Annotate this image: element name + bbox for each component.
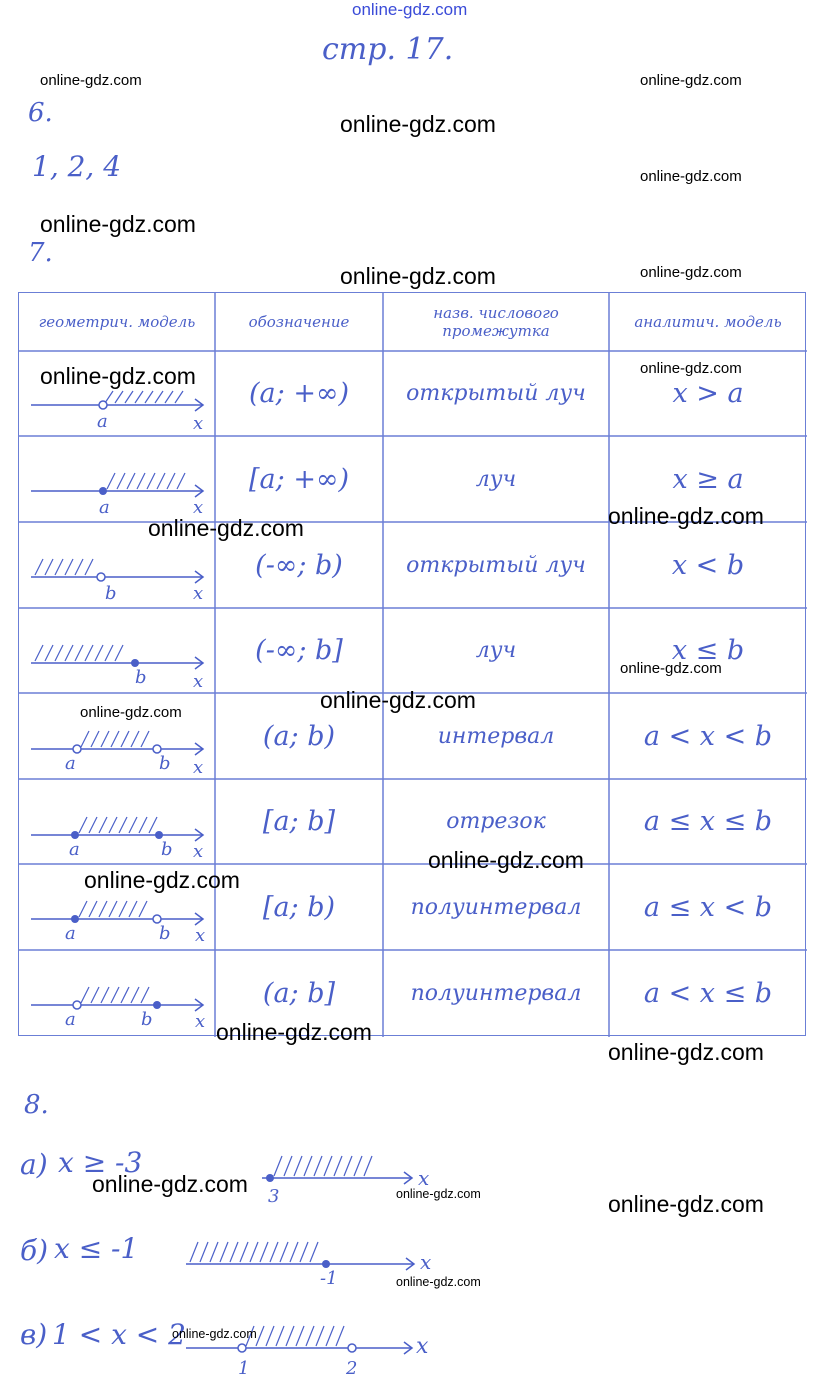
row-5-notation: (a; b) [262, 720, 336, 752]
row-5-axis-x: x [193, 757, 204, 778]
row-4-notation: (-∞; b] [255, 635, 343, 666]
watermark: online-gdz.com [640, 360, 742, 377]
number-line-row-1 [31, 383, 211, 433]
row-5-label-a: a [65, 753, 76, 774]
row-2-name: луч [475, 466, 517, 492]
row-8-label-a: a [65, 1009, 76, 1030]
header-notation: обозначение [248, 313, 350, 331]
number-line-row-6 [31, 813, 211, 863]
header-geometric-model: геометрич. модель [38, 313, 196, 331]
row-3-analytic: x < b [671, 549, 745, 581]
watermark: online-gdz.com [340, 111, 496, 137]
task8-b-point: -1 [320, 1268, 338, 1289]
header-analytic-model: аналитич. модель [634, 313, 782, 331]
number-line-row-7 [31, 897, 211, 947]
task8-b-label: б) [20, 1234, 49, 1267]
row-6-name: отрезок [446, 809, 546, 834]
row-2-notation: [a; +∞) [249, 463, 349, 495]
number-line-row-3 [31, 555, 211, 605]
task8-c-label: в) [20, 1318, 48, 1351]
row-6-label-a: a [69, 839, 80, 860]
watermark-top: online-gdz.com [352, 0, 468, 19]
watermark: online-gdz.com [40, 363, 196, 389]
row-3-name: открытый луч [406, 552, 586, 578]
task8-a-expr: x ≥ -3 [58, 1146, 143, 1179]
row-2-axis-x: x [193, 497, 204, 518]
row-7-analytic: a ≤ x < b [643, 891, 773, 923]
watermark: online-gdz.com [80, 704, 182, 721]
task8-c-point-2: 2 [346, 1358, 358, 1379]
row-7-axis-x: x [195, 925, 206, 946]
task6-answer: 1, 2, 4 [32, 150, 122, 183]
row-3-label-b: b [105, 583, 117, 604]
number-line-row-2 [31, 469, 211, 519]
row-7-label-a: a [65, 923, 76, 944]
task8-b-number-line [186, 1236, 426, 1276]
watermark: online-gdz.com [608, 503, 764, 529]
row-6-analytic: a ≤ x ≤ b [643, 806, 773, 837]
number-line-row-4 [31, 641, 211, 691]
row-3-axis-x: x [193, 583, 204, 604]
task8-c-expr: 1 < x < 2 [52, 1318, 186, 1351]
row-5-name: интервал [437, 723, 555, 749]
row-4-name: луч [475, 638, 517, 663]
page-title: стр. 17. [322, 32, 454, 67]
row-6-axis-x: x [193, 841, 204, 862]
watermark: online-gdz.com [640, 72, 742, 89]
row-5-label-b: b [159, 753, 171, 774]
row-4-label-b: b [135, 667, 147, 688]
watermark: online-gdz.com [640, 168, 742, 185]
row-1-notation: (a; +∞) [249, 378, 349, 409]
task8-a-axis: x [418, 1166, 430, 1190]
number-line-row-5 [31, 727, 211, 777]
watermark: online-gdz.com [428, 847, 584, 873]
task8-a-number-line [262, 1150, 422, 1190]
row-6-notation: [a; b] [262, 806, 336, 837]
row-5-analytic: a < x < b [643, 720, 773, 752]
task8-c-axis: x [416, 1334, 429, 1359]
task8-c-point-1: 1 [238, 1358, 250, 1379]
watermark: online-gdz.com [148, 515, 304, 541]
task8-a-point: 3 [268, 1186, 280, 1207]
watermark: online-gdz.com [40, 72, 142, 89]
row-8-notation: (a; b] [262, 977, 336, 1009]
number-line-row-8 [31, 983, 211, 1033]
row-7-notation: [a; b) [262, 891, 336, 923]
watermark: online-gdz.com [216, 1019, 372, 1045]
row-8-axis-x: x [195, 1011, 206, 1032]
header-interval-name: назв. числового промежутка [433, 304, 559, 340]
watermark: online-gdz.com [396, 1275, 481, 1289]
row-7-name: полуинтервал [410, 894, 582, 920]
row-6-label-b: b [161, 839, 173, 860]
task8-number: 8. [24, 1090, 49, 1120]
row-8-name: полуинтервал [410, 980, 582, 1006]
row-3-notation: (-∞; b) [255, 549, 343, 581]
row-8-label-b: b [141, 1009, 153, 1030]
watermark: online-gdz.com [620, 660, 722, 677]
row-4-axis-x: x [193, 671, 204, 692]
row-7-label-b: b [159, 923, 171, 944]
watermark: online-gdz.com [396, 1187, 481, 1201]
row-1-analytic: x > a [672, 378, 744, 409]
task7-number: 7. [28, 238, 53, 268]
watermark: online-gdz.com [92, 1171, 248, 1197]
task8-a-label: а) [20, 1148, 48, 1181]
task8-b-expr: x ≤ -1 [54, 1232, 139, 1265]
watermark: online-gdz.com [320, 687, 476, 713]
watermark: online-gdz.com [172, 1327, 257, 1341]
row-8-analytic: a < x ≤ b [643, 977, 773, 1009]
row-2-label-a: a [99, 497, 110, 518]
row-1-name: открытый луч [406, 381, 586, 406]
watermark: online-gdz.com [40, 211, 196, 237]
watermark: online-gdz.com [84, 867, 240, 893]
task6-number: 6. [28, 98, 53, 128]
row-2-analytic: x ≥ a [672, 463, 744, 495]
row-1-label-a: a [97, 411, 108, 432]
watermark: online-gdz.com [640, 264, 742, 281]
watermark: online-gdz.com [608, 1191, 764, 1217]
task8-b-axis: x [420, 1250, 432, 1274]
row-1-axis-x: x [193, 413, 204, 434]
watermark: online-gdz.com [340, 263, 496, 289]
watermark: online-gdz.com [608, 1039, 764, 1065]
row-4-analytic: x ≤ b [671, 635, 745, 666]
